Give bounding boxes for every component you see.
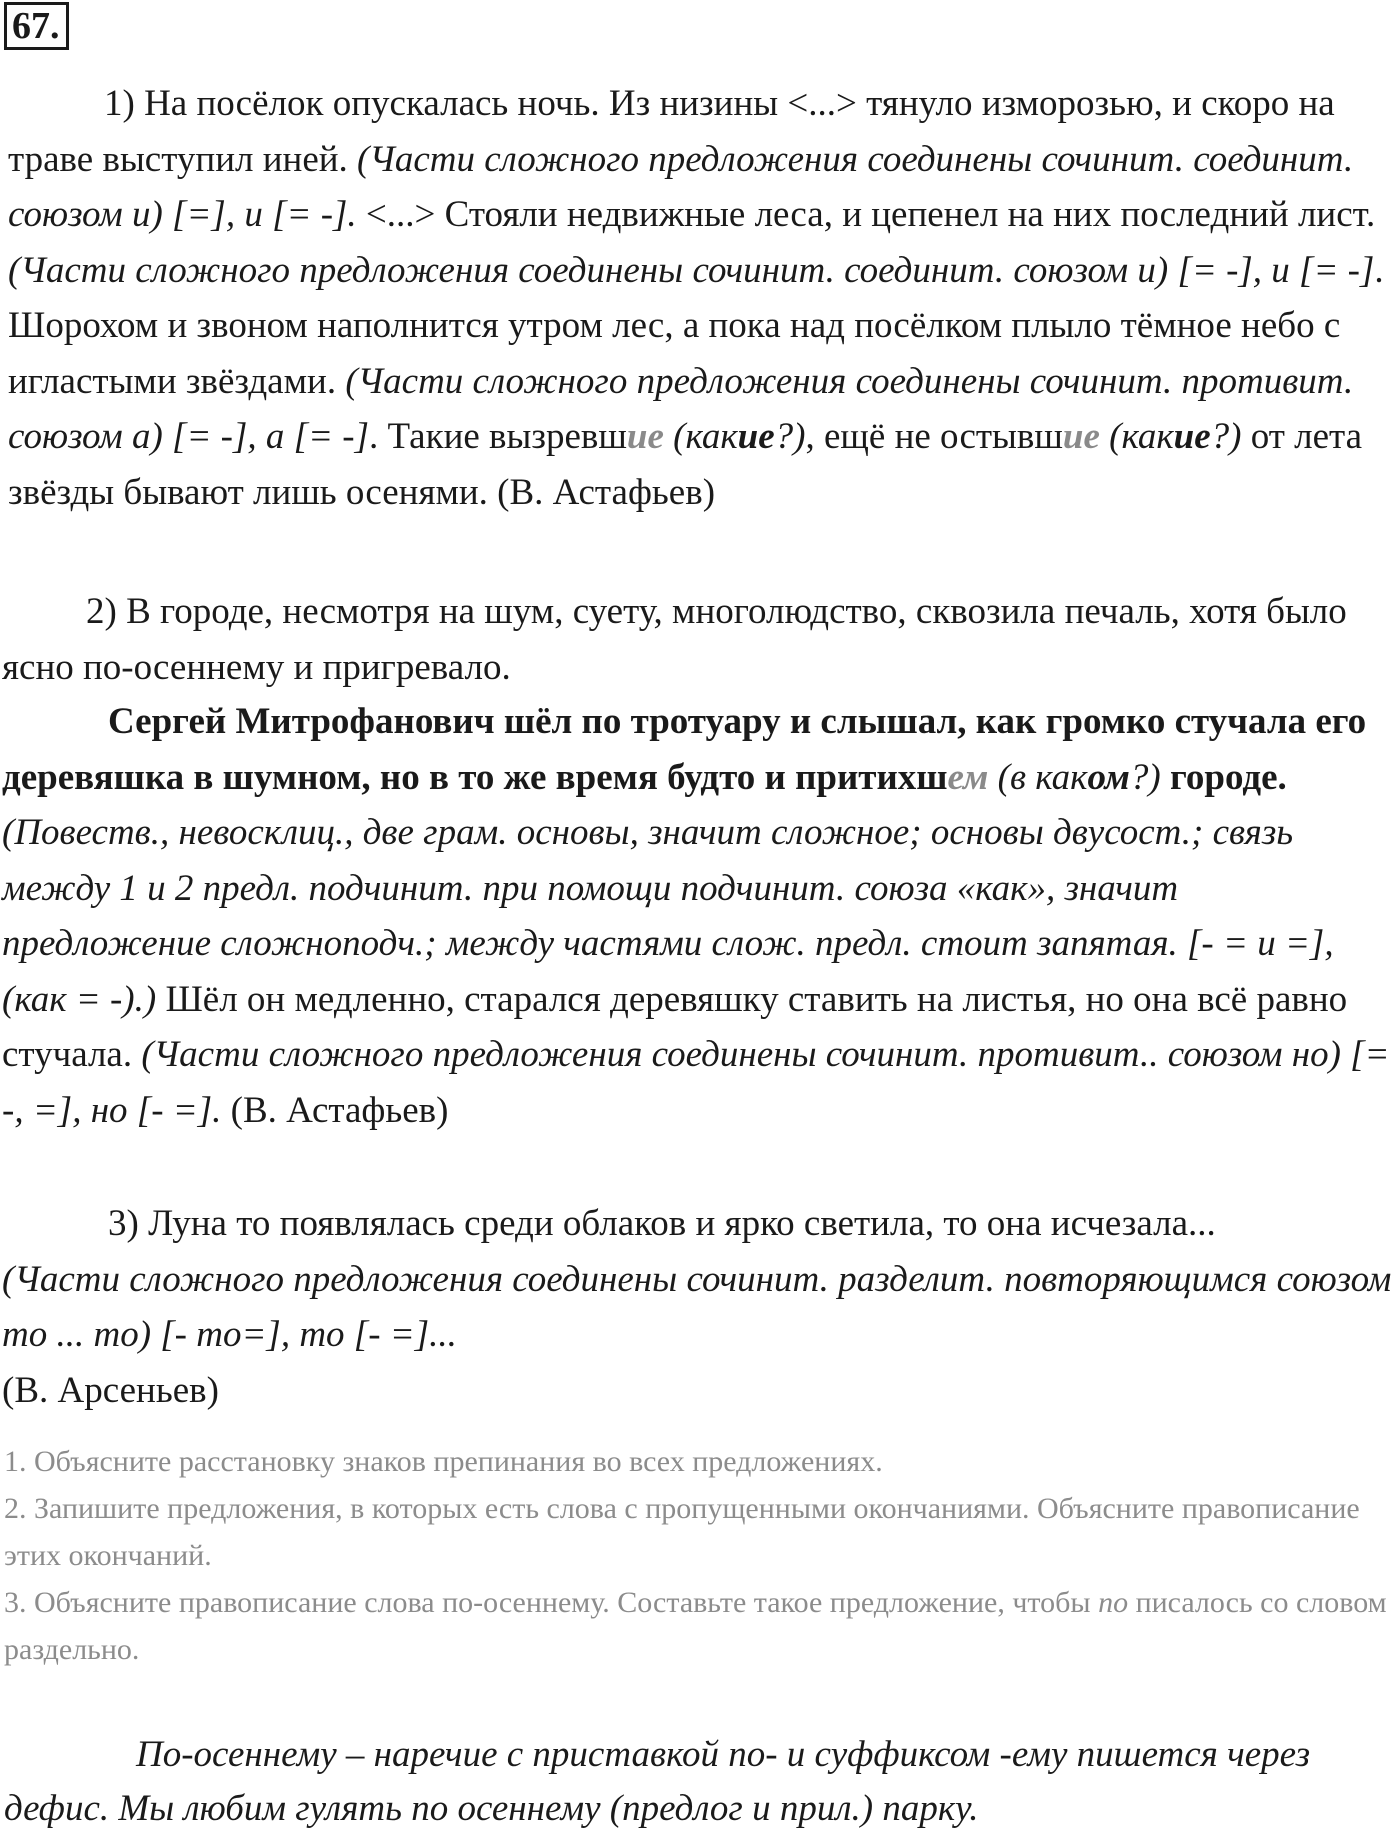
sentence: Шёл он медленно, старался деревяшку ставить на листья, но она всё равно стучала. [2, 978, 1348, 1075]
syntax-note: (Повеств., невосклиц., две грам. основы, значит сложное; основы двусост.; связь между 1 и 2 предл. подчинит. при помощи подчинит. союза «как», значит предложение сложноподч.; между частями слож. предл. стоит запятая. [- = и =], (как = -).) [2, 812, 1334, 1020]
sentence: 3) Луна то появлялась среди облаков и ярко светила, то она исчезала... [108, 1203, 1216, 1244]
paragraph-4 [2, 1196, 1394, 1418]
question-3-text-end: писалось со словом раздельно. [4, 1586, 1387, 1666]
question-3 [4, 1579, 1394, 1673]
exercise-number: 67. [4, 2, 69, 50]
question-3-text: 3. Объясните правописание слова по-осеннему. Составьте такое предложение, чтобы [4, 1586, 1099, 1619]
question-1: 1. Объясните расстановку знаков препинания во всех предложениях. [4, 1445, 883, 1478]
sentence: (В. Астафьев) [221, 1089, 449, 1131]
sentence: <...> Стояли недвижные леса, и цепенел на них последний лист. [365, 194, 1376, 235]
paragraph-3 [2, 694, 1394, 1138]
answer-paragraph: По-осеннему – наречие с приставкой по- и суффиксом -ему пишется через дефис. Мы любим гулять по осеннему (предлог и прил.) парку. [4, 1734, 1311, 1829]
bold-sentence: Сергей Митрофанович шёл по тротуару и слышал, как громко стучала его деревяшка в шумном, но в то же время будто и притихш [2, 701, 1367, 798]
question-ending: ие [1173, 416, 1211, 457]
ending-highlight: ем [947, 756, 989, 798]
task-questions [4, 1438, 1394, 1673]
sentence: , ещё не остывш [805, 416, 1063, 457]
bold-sentence: городе. [1160, 756, 1287, 798]
syntax-note: (Части сложного предложения соединены сочинит. противит. союзом а) [= -], а [= -] [8, 360, 1354, 457]
question-hint: (как [663, 416, 738, 457]
question-hint: (как [1099, 416, 1174, 457]
sentence: от лета звёзды бывают лишь осенями. (В. Астафьев) [8, 416, 1363, 513]
syntax-note: (Части сложного предложения соединены сочинит. соединит. союзом и) [=], и [= -]. [8, 138, 1354, 235]
ending-highlight: ие [1062, 416, 1100, 457]
sentence: . Такие вызревш [369, 416, 627, 457]
question-hint: ?) [774, 416, 806, 457]
question-3-italic: по [1098, 1586, 1129, 1619]
paragraph-1 [8, 76, 1394, 520]
question-ending: ом [1087, 756, 1130, 798]
question-hint: ?) [1210, 416, 1242, 457]
ending-highlight: ие [626, 416, 664, 457]
question-2: 2. Запишите предложения, в которых есть слова с пропущенными окончаниями. Объясните правописание этих окончаний. [4, 1492, 1360, 1572]
sentence: (В. Арсеньев) [2, 1369, 219, 1411]
sentence: . Шорохом и звоном наполнится утром лес, а пока над посёлком плыло тёмное небо с игластыми звёздами. [8, 249, 1384, 402]
syntax-note: (Части сложного предложения соединены сочинит. соединит. союзом и) [= -], и [= -] [8, 249, 1375, 291]
sentence: 1) На посёлок опускалась ночь. Из низины <...> тянуло изморозью, и скоро на траве выступил иней. [8, 83, 1335, 180]
question-ending: ие [737, 416, 775, 457]
paragraph-2: 2) В городе, несмотря на шум, суету, многолюдство, сквозила печаль, хотя было ясно по-осеннему и пригревало. [2, 591, 1347, 688]
question-hint: ?) [1129, 756, 1161, 798]
syntax-note: (Части сложного предложения соединены сочинит. разделит. повторяющимся союзом то ... то) [- то=], то [- =]... [2, 1258, 1392, 1355]
syntax-note: (Части сложного предложения соединены сочинит. противит.. союзом но) [= -, =], но [- =]. [2, 1034, 1390, 1131]
question-hint: (в как [988, 756, 1088, 798]
